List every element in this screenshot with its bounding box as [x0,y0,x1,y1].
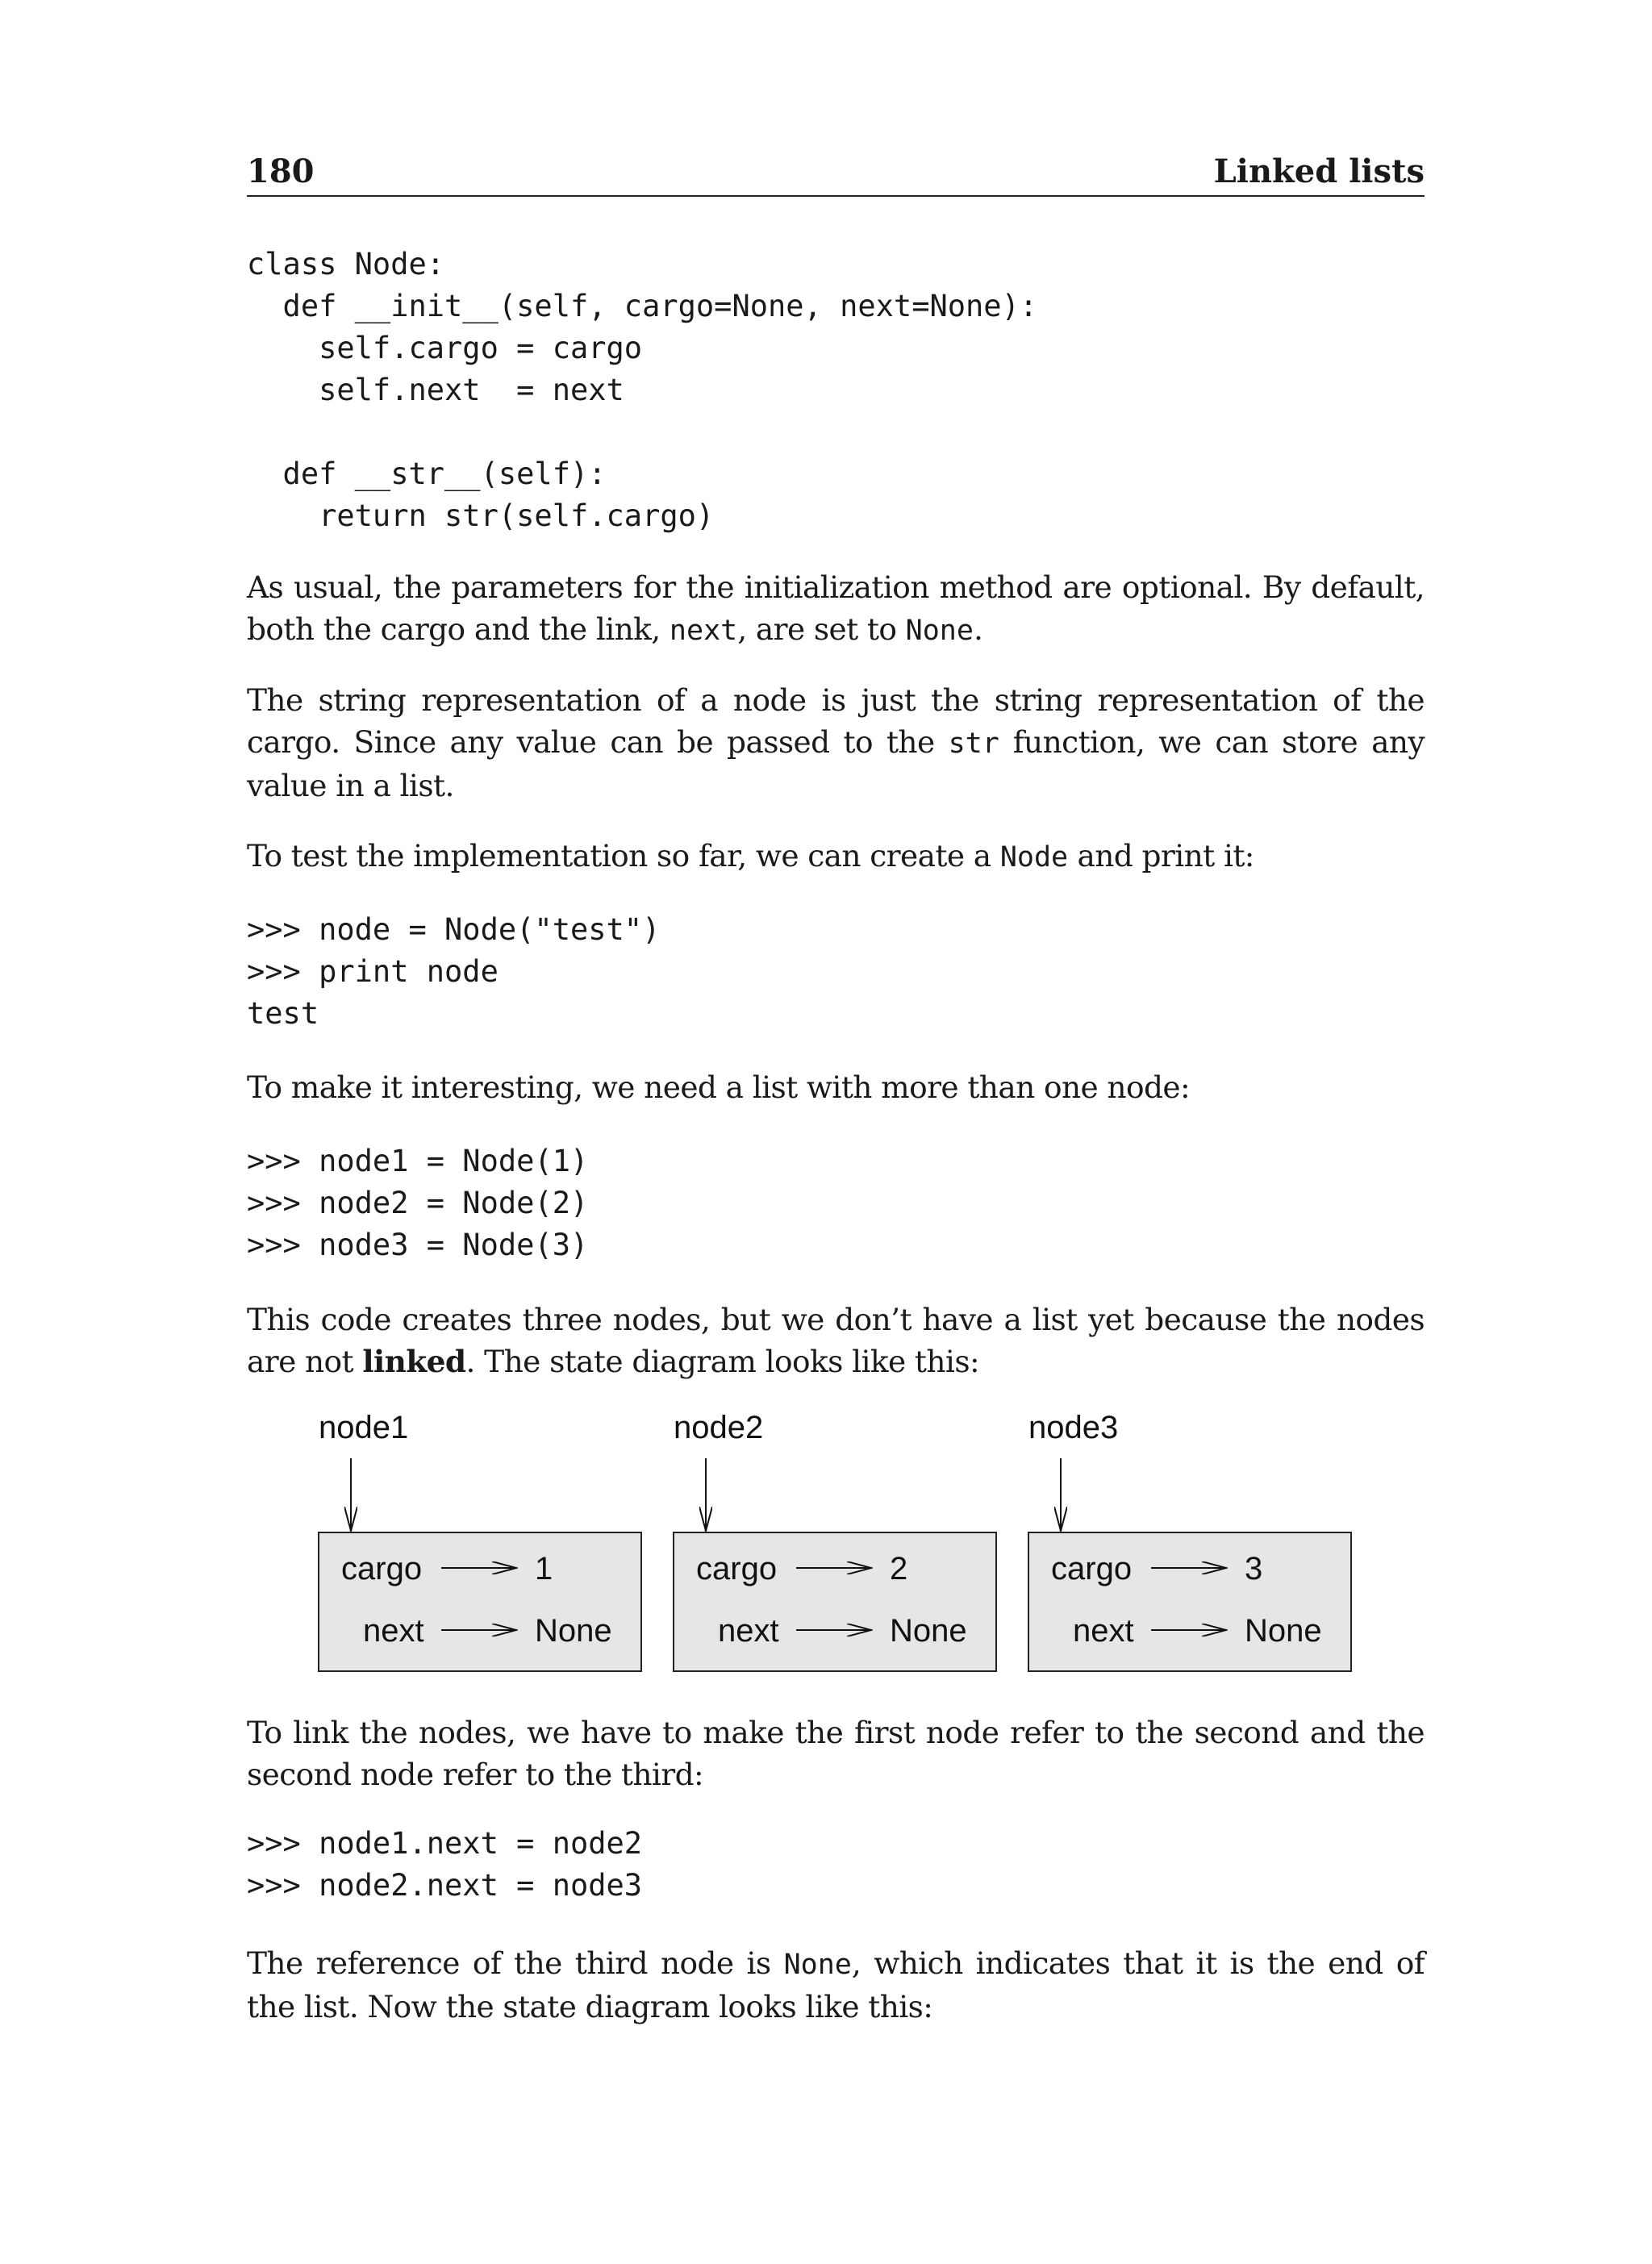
paragraph-end-of-list: The reference of the third node is None, which indicates that it is the end of the list. Now the state diagram looks like this: [247,1945,1425,2024]
cargo-label: cargo [341,1551,423,1586]
next-value: None [890,1613,967,1649]
next-label: next [363,1613,424,1649]
paragraph-more-nodes: To make it interesting, we need a list with more than one node: [247,1069,1190,1105]
code-block-class-node: class Node: def __init__(self, cargo=None, next=None): self.cargo = cargo self.next = next def __str__(self): return str(self.cargo) [247,247,1038,533]
next-label: next [1073,1613,1134,1649]
code-block-test: >>> node = Node("test") >>> print node test [247,912,661,1031]
variable-label: node1 [319,1410,409,1445]
variable-label: node2 [674,1410,764,1445]
cargo-value: 1 [535,1551,553,1586]
next-value: None [1245,1613,1322,1649]
page-number: 180 [247,152,315,190]
paragraph-string-representation: The string representation of a node is just the string representation of the cargo. Since any value can be passed to the str function, we can store any value in a list. [247,682,1425,803]
code-block-link: >>> node1.next = node2 >>> node2.next = node3 [247,1826,643,1903]
cargo-label: cargo [696,1551,778,1586]
code-block-create-nodes: >>> node1 = Node(1) >>> node2 = Node(2) >>> node3 = Node(3) [247,1144,589,1262]
next-label: next [718,1613,779,1649]
cargo-label: cargo [1051,1551,1133,1586]
paragraph-link-nodes: To link the nodes, we have to make the first node refer to the second and the second node refer to the third: [247,1715,1425,1792]
cargo-value: 3 [1245,1551,1263,1586]
paragraph-not-linked: This code creates three nodes, but we don’t have a list yet because the nodes are not linked. The state diagram looks like this: [247,1302,1425,1379]
next-value: None [535,1613,612,1649]
paragraph-test-implementation: To test the implementation so far, we can create a Node and print it: [247,838,1254,873]
variable-label: node3 [1028,1410,1119,1445]
cargo-value: 2 [890,1551,908,1586]
paragraph-parameters: As usual, the parameters for the initialization method are optional. By default, both the cargo and the link, next, are set to None. [247,569,1425,647]
running-title: Linked lists [1213,152,1425,190]
